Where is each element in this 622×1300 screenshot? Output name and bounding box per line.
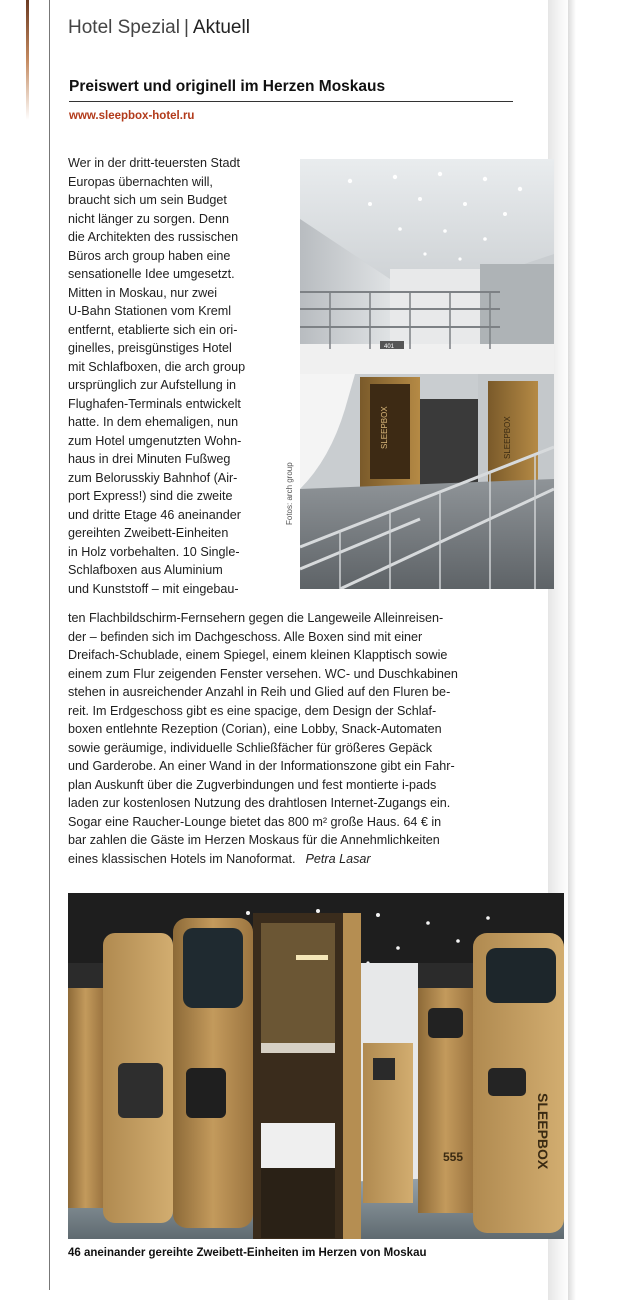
photo-hallway-staircase: [300, 159, 554, 589]
column-text-line: Wer in der dritt-teuersten Stadt: [68, 156, 240, 170]
photo-box-label: SLEEPBOX: [535, 1093, 551, 1170]
column-text-line: nicht länger zu sorgen. Denn: [68, 211, 230, 226]
photo-hallway-illustration: [300, 159, 554, 589]
photo-box-number: 555: [443, 1150, 464, 1164]
page-spine-shadow: [26, 0, 29, 120]
column-text-line: ginelles, preisgünstiges Hotel: [68, 341, 232, 355]
column-text-line: braucht sich um sein Budget: [68, 193, 227, 207]
body-text-line: ten Flachbildschirm-Fernsehern gegen die Langeweile Alleinreisen-: [68, 611, 444, 625]
article-url[interactable]: www.sleepbox-hotel.ru: [69, 110, 195, 122]
article-author: Petra Lasar: [305, 851, 371, 866]
column-text-line: entfernt, etablierte sich ein ori-: [68, 322, 238, 337]
article-body-lines: [68, 609, 508, 850]
section-header: [68, 17, 250, 39]
body-text-line: reit. Im Erdgeschoss gibt es eine spacige, dem Design der Schlaf-: [68, 703, 437, 718]
column-text-line: sensationelle Idee umgesetzt.: [68, 267, 235, 281]
photo-credit: Fotos: arch group: [285, 462, 294, 525]
photo-corridor-illustration: [68, 893, 564, 1239]
column-text-line: U-Bahn Stationen vom Kreml: [68, 304, 232, 318]
body-text-line: sowie geräumige, individuelle Schließfächer für größeres Gepäck: [68, 740, 432, 755]
column-text-line: mit Schlafboxen, die arch group: [68, 359, 246, 374]
page-edge-shadow-inner: [568, 0, 576, 1300]
section-separator: |: [183, 17, 189, 38]
body-text-line: plan Auskunft über die Zugverbindungen und fest montierte i-pads: [68, 777, 437, 792]
photo-box-label-1: SLEEPBOX: [380, 406, 389, 449]
column-text-line: die Architekten des russischen: [68, 230, 239, 244]
column-text-line: zum Hotel umgenutzten Wohn-: [68, 433, 242, 448]
column-text-line: hatte. In dem ehemaligen, nun: [68, 415, 239, 429]
article-last-line: [68, 850, 508, 869]
column-text-line: in Holz vorbehalten. 10 Single-: [68, 544, 240, 559]
photo-caption: 46 aneinander gereihte Zweibett-Einheiten im Herzen von Moskau: [68, 1247, 427, 1259]
photo-sleepbox-corridor: [68, 893, 564, 1239]
photo-room-number: 401: [384, 344, 395, 350]
margin-rule: [49, 0, 50, 1290]
body-text-line: stehen in ausreichender Anzahl in Reih und Glied auf den Fluren be-: [68, 685, 451, 699]
body-text-line: Sogar eine Raucher-Lounge bietet das 800 m² große Haus. 64 € in: [68, 814, 442, 829]
column-text-line: Mitten in Moskau, nur zwei: [68, 285, 218, 300]
column-text-line: haus in drei Minuten Fußweg: [68, 452, 231, 466]
headline-rule: [69, 101, 513, 102]
photo-box-label-2: SLEEPBOX: [503, 416, 512, 459]
column-text-line: port Express!) sind die zweite: [68, 489, 233, 503]
body-text-line: der – befinden sich im Dachgeschoss. Alle Boxen sind mit einer: [68, 629, 423, 644]
article-body-column: [68, 154, 290, 598]
body-text-line: boxen entlehnte Rezeption (Corian), eine Lobby, Snack-Automaten: [68, 722, 442, 736]
column-text-line: Europas übernachten will,: [68, 174, 213, 189]
body-text-line: bar zahlen die Gäste im Herzen Moskaus für die Annehmlichkeiten: [68, 833, 440, 847]
column-text-line: Schlafboxen aus Aluminium: [68, 563, 223, 577]
section-category: Aktuell: [192, 17, 250, 38]
column-text-line: und Kunststoff – mit eingebau-: [68, 581, 239, 596]
column-text-line: Flughafen-Terminals entwickelt: [68, 396, 241, 411]
article-body-full: [68, 609, 508, 868]
last-line-text: eines klassischen Hotels im Nanoformat.: [68, 851, 296, 866]
body-text-line: laden zur kostenlosen Nutzung des drahtlosen Internet-Zugangs ein.: [68, 796, 451, 810]
article-headline: Preiswert und originell im Herzen Moskaus: [69, 78, 386, 95]
column-text-line: gereihten Zweibett-Einheiten: [68, 526, 229, 540]
body-text-line: Dreifach-Schublade, einem Spiegel, einem kleinen Klapptisch sowie: [68, 648, 448, 662]
column-text-line: ursprünglich zur Aufstellung in: [68, 378, 237, 392]
body-text-line: und Garderobe. An einer Wand in der Informationszone gibt ein Fahr-: [68, 759, 455, 773]
body-text-line: einem zum Flur zeigenden Fenster versehen. WC- und Duschkabinen: [68, 666, 458, 681]
column-text-line: zum Belorusskiy Bahnhof (Air-: [68, 470, 238, 485]
column-text-line: Büros arch group haben eine: [68, 248, 231, 263]
column-text-line: und dritte Etage 46 aneinander: [68, 507, 241, 522]
section-name: Hotel Spezial: [68, 17, 180, 38]
